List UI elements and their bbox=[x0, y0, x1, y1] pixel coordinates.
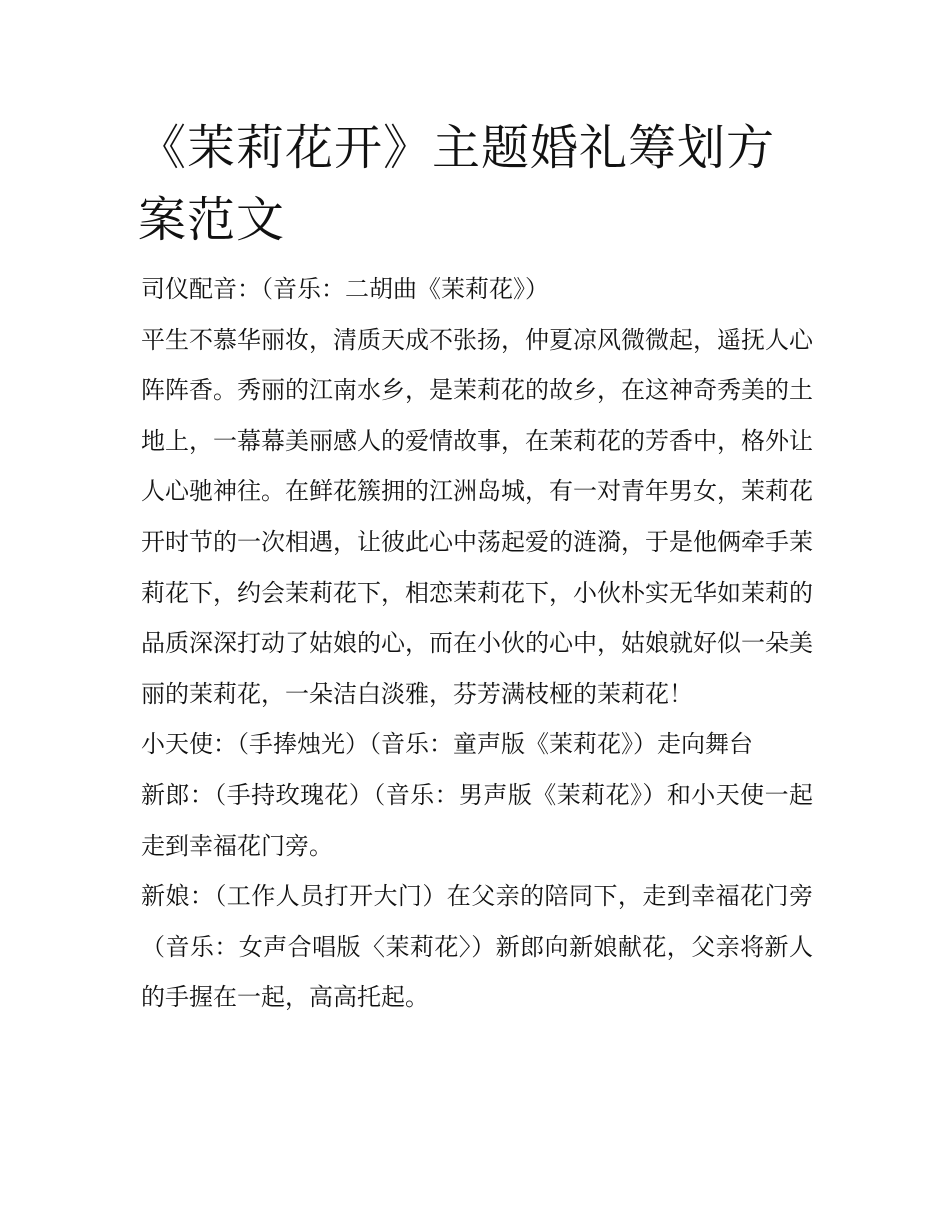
paragraph-little-angel: 小天使：（手捧烛光）（音乐：童声版《茉莉花》）走向舞台 bbox=[141, 730, 753, 759]
document-title: 《茉莉花开》主题婚礼筹划方案范文 bbox=[138, 120, 776, 248]
paragraph-emcee-voiceover: 司仪配音：（音乐：二胡曲《茉莉花》） bbox=[141, 275, 549, 303]
paragraph-bride: 新娘：（工作人员打开大门）在父亲的陪同下，走到幸福花门旁（音乐：女声合唱版〈茉莉花〉）新郎向新娘献花，父亲将新人的手握在一起，高高托起。 bbox=[141, 882, 813, 1012]
paragraph-love-story: 平生不慕华丽妆，清质天成不张扬，仲夏凉风微微起，遥抚人心阵阵香。秀丽的江南水乡，是茉莉花的故乡，在这神奇秀美的土地上，一幕幕美丽感人的爱情故事，在茉莉花的芳香中，格外让人心驰神往。在鲜花簇拥的江洲岛城，有一对青年男女，茉莉花开时节的一次相遇，让彼此心中荡起爱的涟漪，于是他俩牵手茉莉花下，约会茉莉花下，相恋茉莉花下，小伙朴实无华如茉莉的品质深深打动了姑娘的心，而在小伙的心中，姑娘就好似一朵美丽的茉莉花，一朵洁白淡雅，芬芳满枝桠的茉莉花！ bbox=[141, 325, 813, 708]
document-page bbox=[138, 112, 813, 1023]
paragraph-groom: 新郎：（手持玫瑰花）（音乐：男声版《茉莉花》）和小天使一起走到幸福花门旁。 bbox=[141, 780, 813, 860]
